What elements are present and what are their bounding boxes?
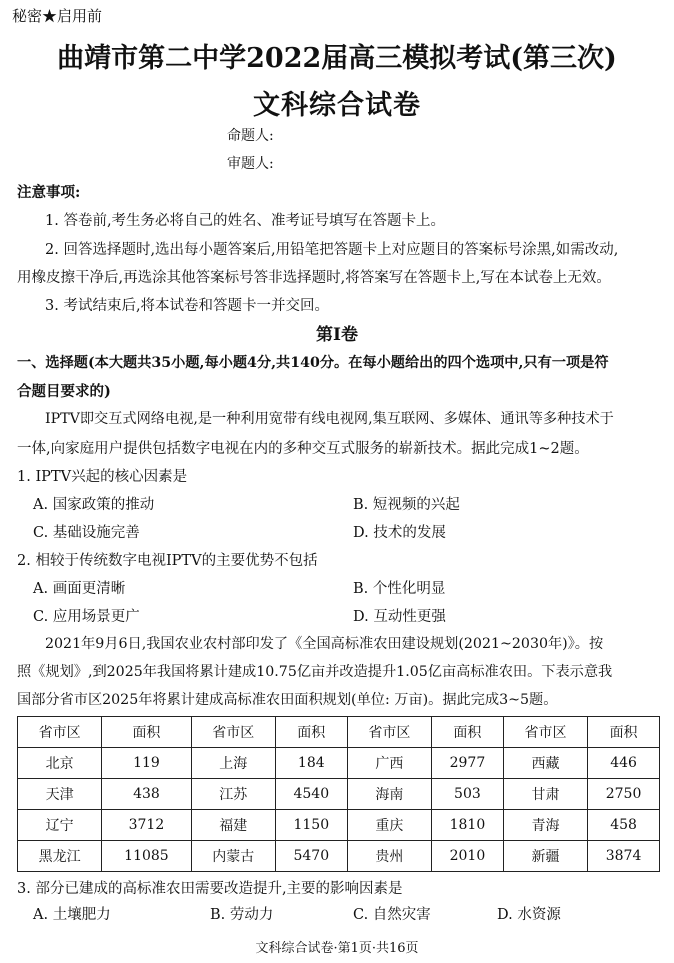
table-cell: 2010	[432, 841, 504, 872]
table-cell: 甘肃	[503, 779, 587, 810]
table-cell: 4540	[275, 779, 347, 810]
table-header-cell: 省市区	[503, 717, 587, 748]
passage-1-line-2: 一体,向家庭用户提供包括数字电视在内的多种交互式服务的崭新技术。据此完成1~2题。	[17, 441, 589, 457]
section-intro-line-1: 一、选择题(本大题共35小题,每小题4分,共140分。在每小题给出的四个选项中,只有一项是符	[17, 355, 609, 371]
exam-subtitle: 文科综合试卷	[253, 90, 421, 121]
question-1-option-d: D. 技术的发展	[353, 525, 446, 541]
table-cell: 天津	[18, 779, 102, 810]
table-row	[18, 841, 660, 872]
notice-item-1: 1. 答卷前,考生务必将自己的姓名、准考证号填写在答题卡上。	[45, 213, 446, 229]
table-cell: 503	[432, 779, 504, 810]
passage-2-line-1: 2021年9月6日,我国农业农村部印发了《全国高标准农田建设规划(2021~2030年)》。按	[45, 636, 604, 652]
question-3-option-b: B. 劳动力	[210, 907, 274, 923]
table-cell: 1810	[432, 810, 504, 841]
table-cell: 江苏	[191, 779, 275, 810]
question-2-option-b: B. 个性化明显	[353, 581, 446, 597]
question-1-option-c: C. 基础设施完善	[33, 525, 140, 541]
question-1-stem: 1. IPTV兴起的核心因素是	[17, 469, 188, 485]
section-title: 第Ⅰ卷	[316, 325, 358, 345]
confidential-mark: 秘密★启用前	[12, 7, 103, 25]
reviewer-label: 审题人:	[227, 156, 274, 172]
table-cell: 5470	[275, 841, 347, 872]
table-cell: 北京	[18, 748, 102, 779]
setter-label: 命题人:	[227, 128, 274, 144]
table-row	[18, 748, 660, 779]
notice-item-2-line-1: 2. 回答选择题时,选出每小题答案后,用铅笔把答题卡上对应题目的答案标号涂黑,如需改动,	[45, 242, 619, 258]
table-cell: 2750	[588, 779, 660, 810]
section-intro-line-2: 合题目要求的)	[17, 383, 111, 400]
table-cell: 黑龙江	[18, 841, 102, 872]
table-header-cell: 省市区	[18, 717, 102, 748]
question-2-option-c: C. 应用场景更广	[33, 609, 140, 625]
table-header-cell: 面积	[432, 717, 504, 748]
question-3-stem: 3. 部分已建成的高标准农田需要改造提升,主要的影响因素是	[17, 881, 403, 897]
exam-title: 曲靖市第二中学2022届高三模拟考试(第三次)	[57, 43, 617, 74]
table-cell: 广西	[347, 748, 431, 779]
table-cell: 458	[588, 810, 660, 841]
question-2-option-d: D. 互动性更强	[353, 609, 446, 625]
table-cell: 西藏	[503, 748, 587, 779]
table-cell: 海南	[347, 779, 431, 810]
table-cell: 184	[275, 748, 347, 779]
table-cell: 内蒙古	[191, 841, 275, 872]
farmland-area-table	[17, 716, 660, 872]
notice-item-3: 3. 考试结束后,将本试卷和答题卡一并交回。	[45, 298, 330, 314]
table-cell: 11085	[102, 841, 191, 872]
table-cell: 2977	[432, 748, 504, 779]
table-cell: 新疆	[503, 841, 587, 872]
table-header-row	[18, 717, 660, 748]
table-cell: 辽宁	[18, 810, 102, 841]
table-cell: 3874	[588, 841, 660, 872]
table-row	[18, 810, 660, 841]
table-cell: 1150	[275, 810, 347, 841]
question-3-option-c: C. 自然灾害	[353, 907, 431, 923]
table-header-cell: 面积	[275, 717, 347, 748]
table-cell: 上海	[191, 748, 275, 779]
table-header-cell: 面积	[588, 717, 660, 748]
table-cell: 3712	[102, 810, 191, 841]
question-3-option-d: D. 水资源	[497, 907, 561, 923]
table-header-cell: 省市区	[347, 717, 431, 748]
table-header-cell: 面积	[102, 717, 191, 748]
table-cell: 福建	[191, 810, 275, 841]
passage-2-line-2: 照《规划》,到2025年我国将累计建成10.75亿亩并改造提升1.05亿亩高标准农田。下表示意我	[17, 664, 613, 680]
table-header-cell: 省市区	[191, 717, 275, 748]
table-cell: 青海	[503, 810, 587, 841]
table-cell: 119	[102, 748, 191, 779]
notice-item-2-line-2: 用橡皮擦干净后,再选涂其他答案标号答非选择题时,将答案写在答题卡上,写在本试卷上无效。	[17, 270, 611, 286]
passage-1-line-1: IPTV即交互式网络电视,是一种利用宽带有线电视网,集互联网、多媒体、通讯等多种技术于	[45, 411, 614, 427]
question-2-stem: 2. 相较于传统数字电视IPTV的主要优势不包括	[17, 553, 318, 569]
question-2-option-a: A. 画面更清晰	[33, 581, 126, 597]
question-3-option-a: A. 土壤肥力	[33, 907, 111, 923]
table-cell: 446	[588, 748, 660, 779]
table-cell: 贵州	[347, 841, 431, 872]
question-1-option-a: A. 国家政策的推动	[33, 497, 155, 513]
table-cell: 438	[102, 779, 191, 810]
question-1-option-b: B. 短视频的兴起	[353, 497, 460, 513]
page-footer: 文科综合试卷·第1页·共16页	[255, 941, 419, 956]
table-row	[18, 779, 660, 810]
table-cell: 重庆	[347, 810, 431, 841]
notice-heading: 注意事项:	[17, 184, 81, 201]
passage-2-line-3: 国部分省市区2025年将累计建成高标准农田面积规划(单位: 万亩)。据此完成3~5题。	[17, 692, 558, 708]
